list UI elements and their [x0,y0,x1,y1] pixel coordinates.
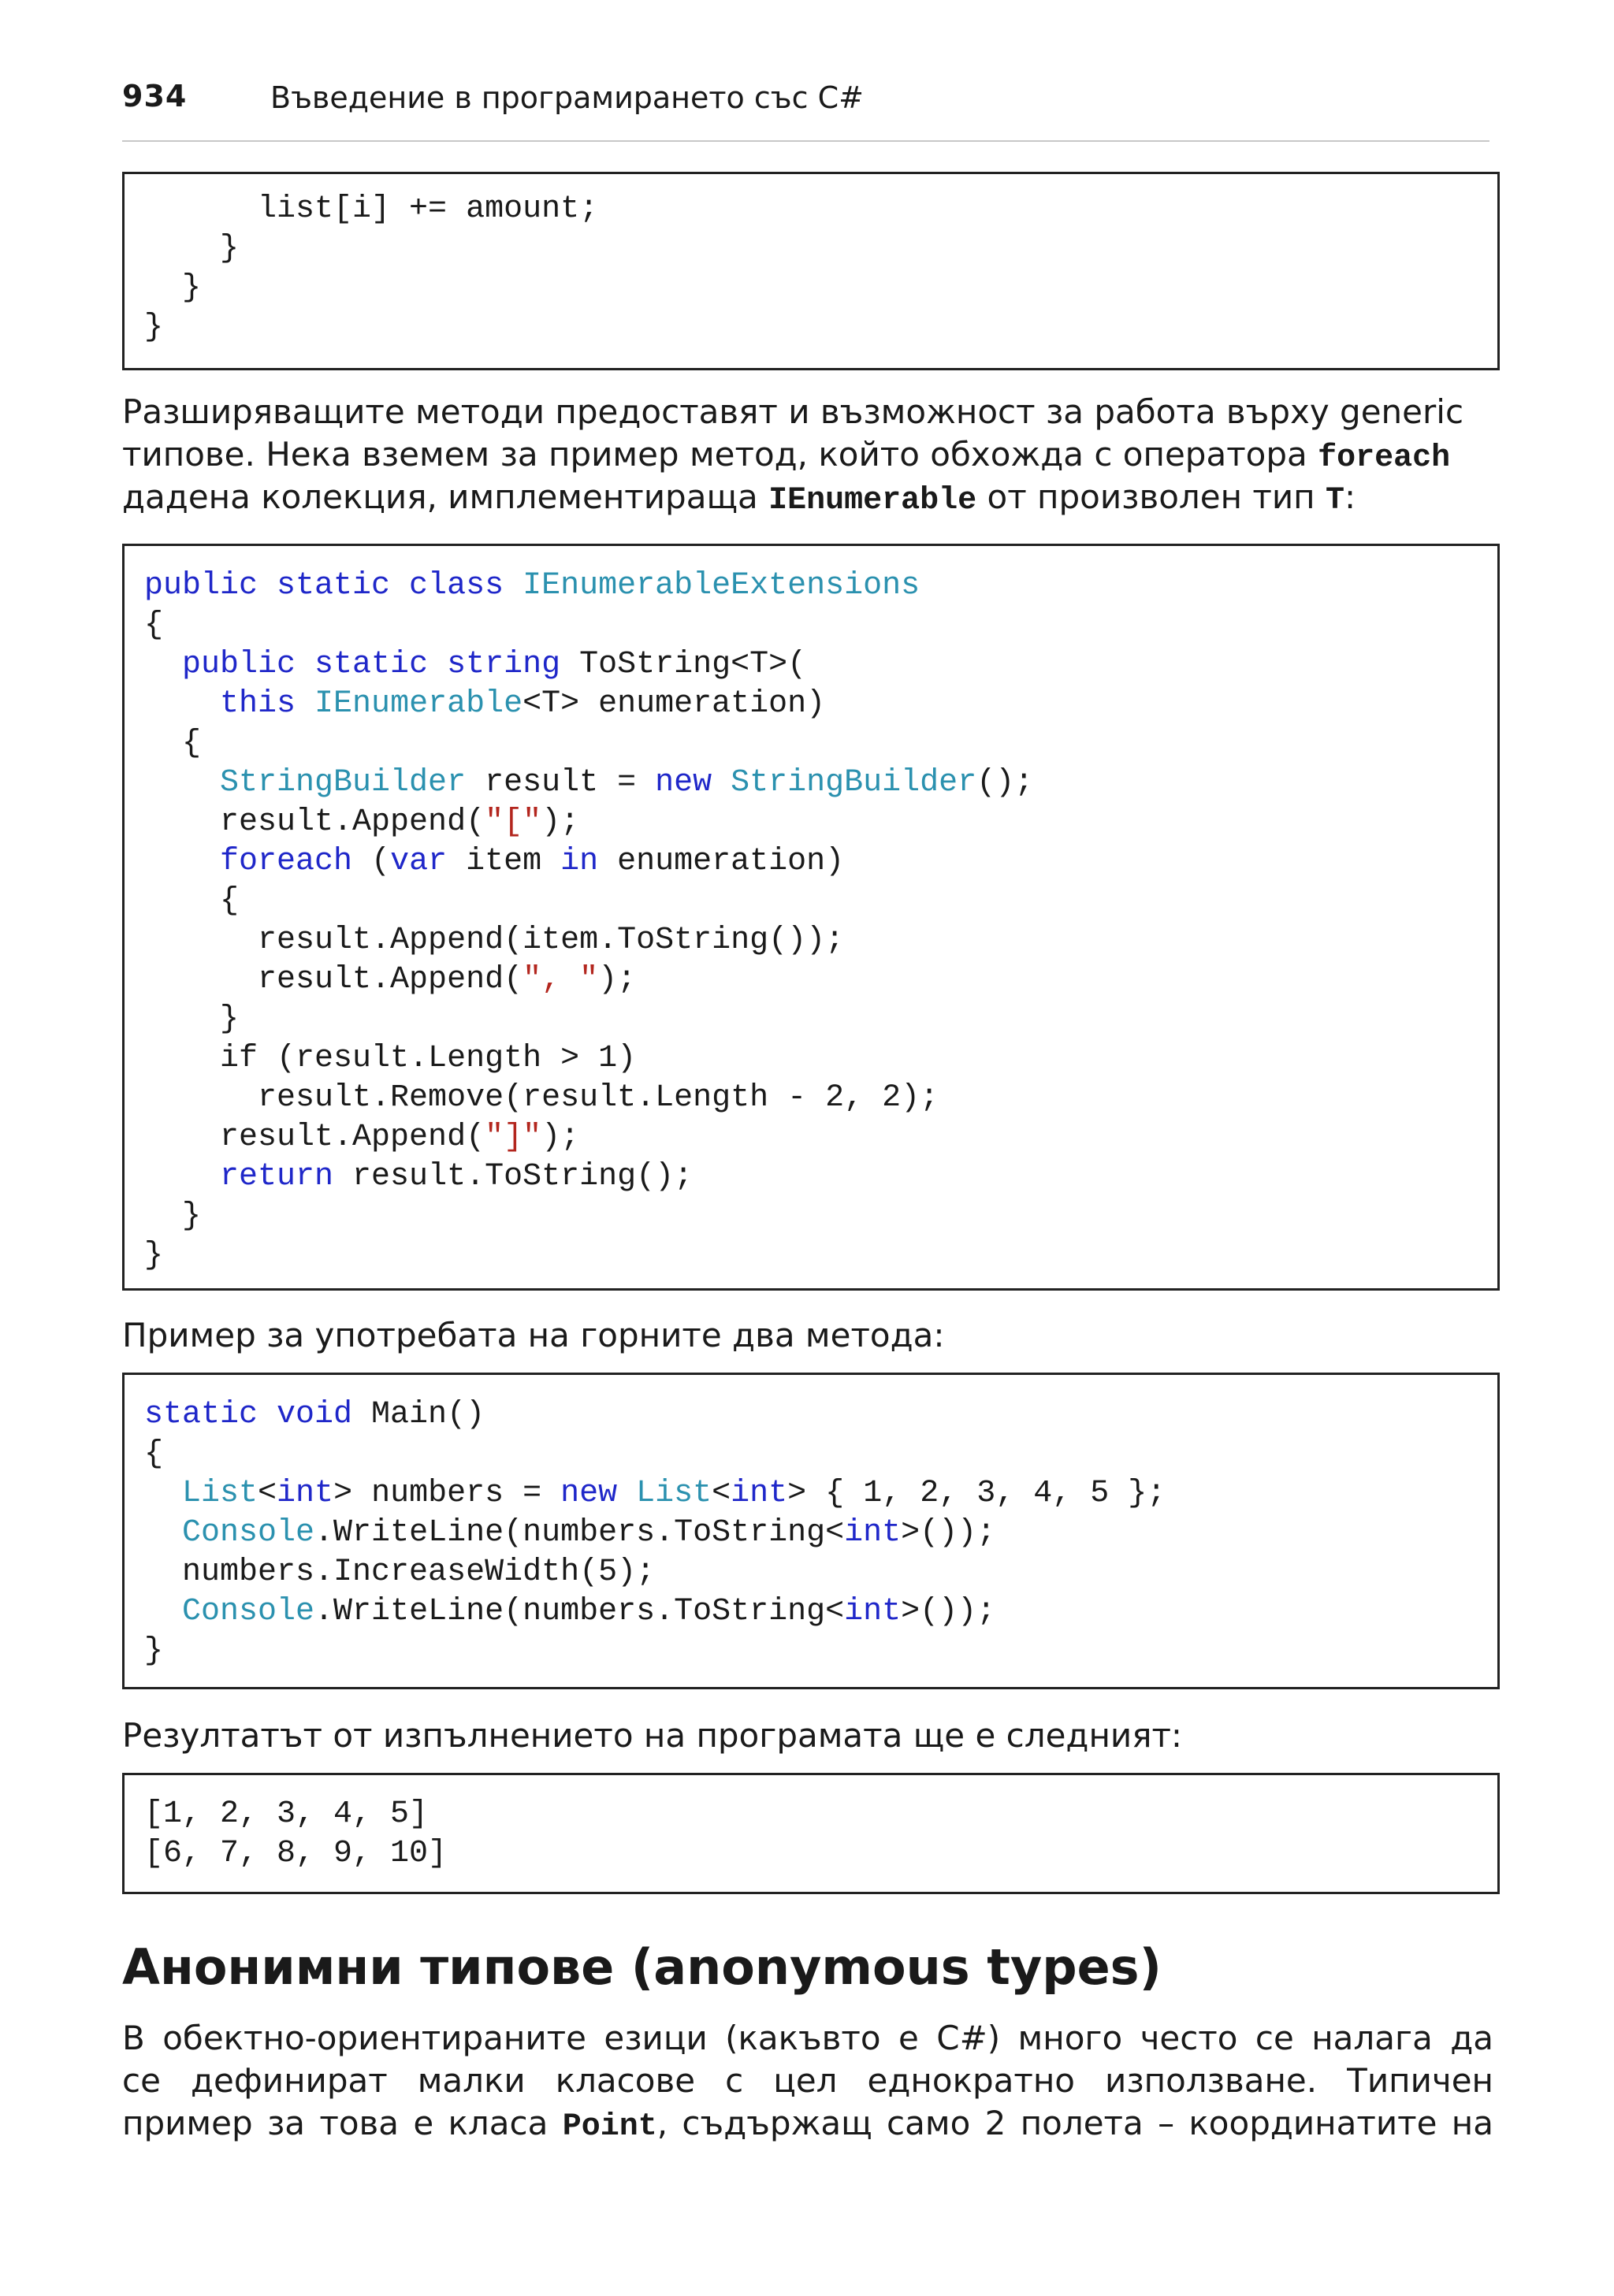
code-token: ); [598,962,637,998]
code-token: >()); [901,1594,996,1629]
code-line [144,606,1497,645]
code-token: List [636,1476,712,1511]
code-token [144,1515,182,1551]
code-token: (); [976,765,1034,801]
text-run: дадена колекция, имплементираща [122,477,769,516]
text-line [122,476,1493,518]
text-run: пример за това е класа [122,2104,563,2142]
code-line [144,308,1497,347]
code-token: int [844,1515,902,1551]
code-token: } [144,1238,164,1273]
code-token: } [144,1633,164,1669]
code-line [144,1079,1497,1118]
code-token: { [144,726,202,761]
text-line [122,433,1493,476]
code-token: { [144,1436,164,1472]
code-token: ( [371,844,391,879]
code-token: >()); [901,1515,996,1551]
code-token: new [655,765,731,801]
paragraph-usage-example [122,1314,1493,1357]
section-heading: Анонимни типове (anonymous types) [122,1938,1162,1996]
code-line [144,763,1497,803]
code-token: enumeration) [617,844,845,879]
code-token: } [144,270,202,306]
code-token: { [144,607,164,643]
code-token: int [731,1476,788,1511]
code-token: static void [144,1397,372,1432]
text-run: типове. Нека вземем за пример метод, който обхожда с оператора [122,435,1318,474]
code-line [144,1157,1497,1197]
code-line [144,1118,1497,1157]
code-token: "[" [485,804,542,840]
code-token: > { 1, 2, 3, 4, 5 }; [787,1476,1166,1511]
code-token: [6, 7, 8, 9, 10] [144,1836,448,1871]
code-token: ); [541,804,580,840]
code-line [144,1795,1497,1834]
code-token: result.Append( [144,1120,485,1155]
code-line [144,1592,1497,1632]
code-token: Console [182,1515,315,1551]
inline-code-t: T [1325,483,1344,518]
code-token: <T> enumeration) [523,686,826,722]
code-block-main [122,1373,1500,1689]
text-line: Пример за употребата на горните два метода: [122,1316,945,1354]
code-line [144,1236,1497,1276]
code-token [144,686,220,722]
code-line [144,1197,1497,1236]
code-token: [1, 2, 3, 4, 5] [144,1796,429,1832]
code-token: { [144,883,240,919]
code-token: ToString<T>( [579,647,807,682]
code-token: result.Append( [144,804,485,840]
code-token: result.ToString(); [352,1159,694,1194]
code-line [144,1435,1497,1474]
code-token: if (result.Length > 1) [144,1041,637,1076]
code-line [144,567,1497,606]
book-title: Въведение в програмирането със C# [270,80,864,115]
code-token: ", " [523,962,599,998]
code-token: public static class [144,568,523,604]
code-token [144,844,220,879]
code-token: Main() [371,1397,485,1432]
code-line [144,1514,1497,1553]
code-line [144,1834,1497,1874]
code-line [144,645,1497,685]
code-token [144,1594,182,1629]
text-run: от произволен тип [976,477,1326,516]
text-line [122,2102,1493,2145]
code-token [144,765,220,801]
code-line [144,269,1497,308]
paragraph-result [122,1715,1493,1757]
code-line [144,882,1497,921]
code-line [144,685,1497,724]
code-token: } [144,1001,240,1037]
code-token: list[i] += amount; [144,191,599,227]
code-line [144,1039,1497,1079]
code-token: "]" [485,1120,542,1155]
code-line [144,1553,1497,1592]
code-line [144,190,1497,229]
text-run: : [1344,477,1356,516]
code-token: StringBuilder [731,765,977,801]
code-line [144,229,1497,269]
code-token: StringBuilder [220,765,467,801]
code-token: int [844,1594,902,1629]
code-token: .WriteLine(numbers.ToString< [314,1594,845,1629]
code-token [144,647,182,682]
code-token: < [712,1476,731,1511]
code-token: ); [541,1120,580,1155]
code-token: new [560,1476,637,1511]
code-token: < [258,1476,277,1511]
code-line [144,1000,1497,1039]
paragraph-extension-methods [122,391,1493,518]
code-token: int [277,1476,334,1511]
code-token: public static string [182,647,580,682]
code-block-continued [122,172,1500,370]
text-run: , съдържащ само 2 полета – координатите на [656,2104,1493,2142]
code-token: this [220,686,315,722]
code-line [144,724,1497,763]
inline-code-point: Point [562,2109,657,2145]
text-line: се дефинират малки класове с цел еднократно използване. Типичен [122,2061,1493,2100]
code-line [144,1632,1497,1671]
text-line: Резултатът от изпълнението на програмата ще е следният: [122,1716,1183,1755]
code-token: numbers.IncreaseWidth(5); [144,1555,656,1590]
code-line [144,1395,1497,1435]
code-token: foreach [220,844,372,879]
code-token: } [144,310,164,345]
code-line [144,1474,1497,1514]
code-token: result.Append( [144,962,523,998]
page-number: 934 [122,79,188,113]
code-token: } [144,231,240,266]
code-token: in [560,844,618,879]
code-token: Console [182,1594,315,1629]
inline-code-ienumerable: IEnumerable [768,483,977,518]
code-token: List [182,1476,258,1511]
code-token: .WriteLine(numbers.ToString< [314,1515,845,1551]
code-line [144,960,1497,1000]
code-token: } [144,1198,202,1234]
code-line [144,921,1497,960]
code-token: IEnumerableExtensions [523,568,920,604]
code-token: result.Append(item.ToString()); [144,923,845,958]
code-token: result.Remove(result.Length - 2, 2); [144,1080,939,1116]
code-line [144,842,1497,882]
paragraph-anonymous-types [122,2017,1493,2145]
code-token [144,1159,220,1194]
text-line: В обектно-ориентираните езици (какъвто е C#) много често се налага да [122,2019,1493,2057]
code-block-output [122,1773,1500,1894]
inline-code-foreach: foreach [1318,440,1451,476]
page-header [122,79,1489,142]
code-token: return [220,1159,353,1194]
code-line [144,803,1497,842]
code-token: result = [466,765,656,801]
text-line: Разширяващите методи предоставят и възможност за работа върху generic [122,392,1464,431]
code-token: item [466,844,561,879]
code-token: var [390,844,467,879]
code-token: > numbers = [333,1476,561,1511]
code-block-ienumerable-extensions [122,544,1500,1291]
code-token: IEnumerable [314,686,523,722]
code-token [144,1476,182,1511]
